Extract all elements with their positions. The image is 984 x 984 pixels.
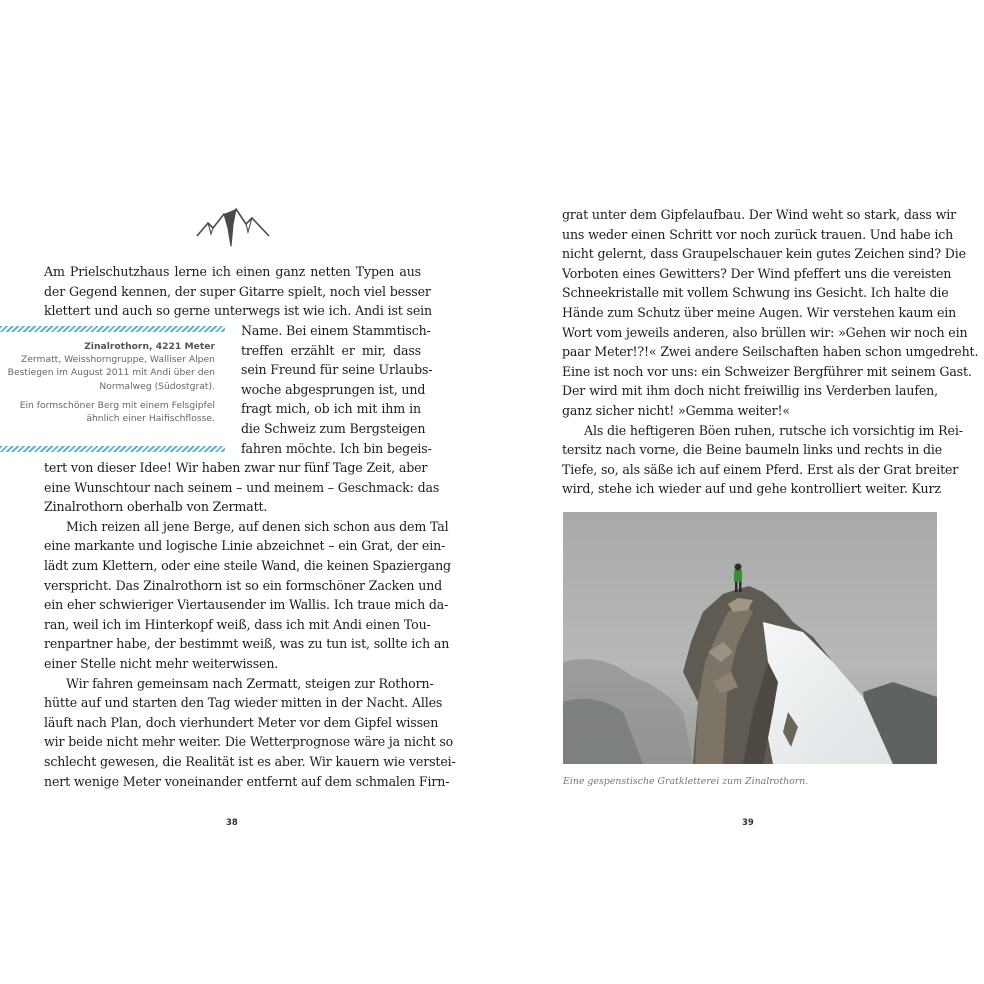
sidebar-stripe-top [0,326,225,332]
text-line: Schneekristalle mit vollem Schwung ins Gesicht. Ich halte die [562,285,949,301]
text-line: einer Stelle nicht mehr weiterwissen. [44,655,279,671]
mountain-info-sidebar [0,326,225,456]
text-line: der Gegend kennen, der super Gitarre spielt, noch viel besser [44,283,431,299]
text-line: nicht gelernt, dass Graupelschauer kein gutes Zeichen sind? Die [562,246,966,262]
paragraph [562,205,979,421]
paragraph [562,421,963,499]
text-line: grat unter dem Gipfelaufbau. Der Wind weht so stark, dass wir [562,207,956,222]
paragraph [44,517,451,674]
sidebar-content [0,340,215,425]
text-line: Eine ist noch vor uns: ein Schweizer Bergführer mit seinem Gast. [562,363,972,379]
text-line: schlecht gewesen, die Realität ist es aber. Wir kauern wie verstei- [44,753,456,769]
text-line: eine Wunschtour nach seinem – und meinem – Geschmack: das [44,479,440,495]
text-line: fahren möchte. Ich bin begeis- [241,440,432,456]
text-line: die Schweiz zum Bergsteigen [241,420,426,436]
text-line: lädt zum Klettern, oder eine steile Wand, die keinen Spaziergang [44,557,451,573]
text-line: wird, stehe ich wieder auf und gehe kontrolliert weiter. Kurz [562,481,941,497]
mountain-ridge-photo [563,512,937,764]
text-line: klettert und auch so gerne unterwegs ist wie ich. Andi ist sein [44,303,432,319]
text-line: Als die heftigeren Böen ruhen, rutsche ich vorsichtig im Rei- [584,422,963,438]
text-line: woche abgesprungen ist, und [241,381,426,397]
text-line: hütte auf und starten den Tag wieder mitten in der Nacht. Alles [44,695,443,711]
text-line: verspricht. Das Zinalrothorn ist so ein formschöner Zacken und [44,577,443,593]
text-line: uns weder einen Schritt vor noch zurück trauen. Und habe ich [562,226,954,242]
left-body-text [44,458,456,791]
text-line: ran, weil ich im Hinterkopf weiß, dass ich mit Andi einen Tou- [44,616,431,632]
text-line: Wir fahren gemeinsam nach Zermatt, steigen zur Rothorn- [66,675,434,691]
text-line: ganz sicher nicht! »Gemma weiter!« [562,402,790,418]
photo-caption: Eine gespenstische Gratkletterei zum Zinalrothorn. [563,776,809,787]
sidebar-line: ähnlich einer Haifischflosse. [86,413,215,425]
sidebar-title: Zinalrothorn, 4221 Meter [84,341,215,352]
text-line: ein eher schwieriger Viertausender im Wallis. Ich traue mich da- [44,597,449,613]
text-line: Am Prielschutzhaus lerne ich einen ganz netten Typen aus [44,264,421,279]
text-line: Hände zum Schutz über meine Augen. Wir verstehen kaum ein [562,304,957,320]
intro-paragraph-top [44,262,432,321]
text-line: eine markante und logische Linie abzeichnet – ein Grat, der ein- [44,538,446,554]
mountain-range-icon [196,206,270,248]
paragraph [44,674,456,792]
sidebar-line: Normalweg (Südostgrat). [99,380,215,392]
text-line: Tiefe, so, als säße ich auf einem Pferd. Erst als der Grat breiter [562,461,959,477]
text-line: tert von dieser Idee! Wir haben zwar nur fünf Tage Zeit, aber [44,460,428,475]
text-line: tersitz nach vorne, die Beine baumeln links und rechts in die [562,442,943,458]
text-line: läuft nach Plan, doch vierhundert Meter vor dem Gipfel wissen [44,714,439,730]
paragraph [44,458,440,517]
text-line: nert wenige Meter voneinander entfernt auf dem schmalen Firn- [44,773,450,789]
text-line: Wort vom jeweils anderen, also brüllen wir: »Gehen wir noch ein [562,324,968,340]
text-line: Der wird mit ihm doch nicht freiwillig ins Verderben laufen, [562,383,938,399]
text-line: Name. Bei einem Stammtisch- [241,323,431,338]
right-page [492,0,984,984]
text-line: renpartner habe, der bestimmt weiß, was zu tun ist, sollte ich an [44,636,450,652]
sidebar-line: Zermatt, Weisshorngruppe, Walliser Alpen [20,354,215,366]
sidebar-line: Bestiegen im August 2011 mit Andi über den [7,367,215,379]
right-body-text [562,205,979,499]
text-line: Zinalrothorn oberhalb von Zermatt. [44,499,268,515]
page-number: 38 [226,818,238,828]
text-line: fragt mich, ob ich mit ihm in [241,401,421,417]
text-line: wir beide nicht mehr weiter. Die Wetterprognose wäre ja nicht so [44,734,454,750]
text-line: sein Freund für seine Urlaubs- [241,362,433,378]
sidebar-line: Ein formschöner Berg mit einem Felsgipfel [19,399,215,411]
text-line: Mich reizen all jene Berge, auf denen sich schon aus dem Tal [66,518,449,534]
page-number: 39 [742,818,754,828]
text-line: treffen erzählt er mir, dass [241,342,421,358]
text-line: Vorboten eines Gewitters? Der Wind pfeffert uns die vereisten [562,265,952,281]
text-line: paar Meter!?!« Zwei andere Seilschaften haben schon umgedreht. [562,344,979,360]
intro-paragraph-narrow [241,321,433,458]
sidebar-stripe-bottom [0,446,225,452]
